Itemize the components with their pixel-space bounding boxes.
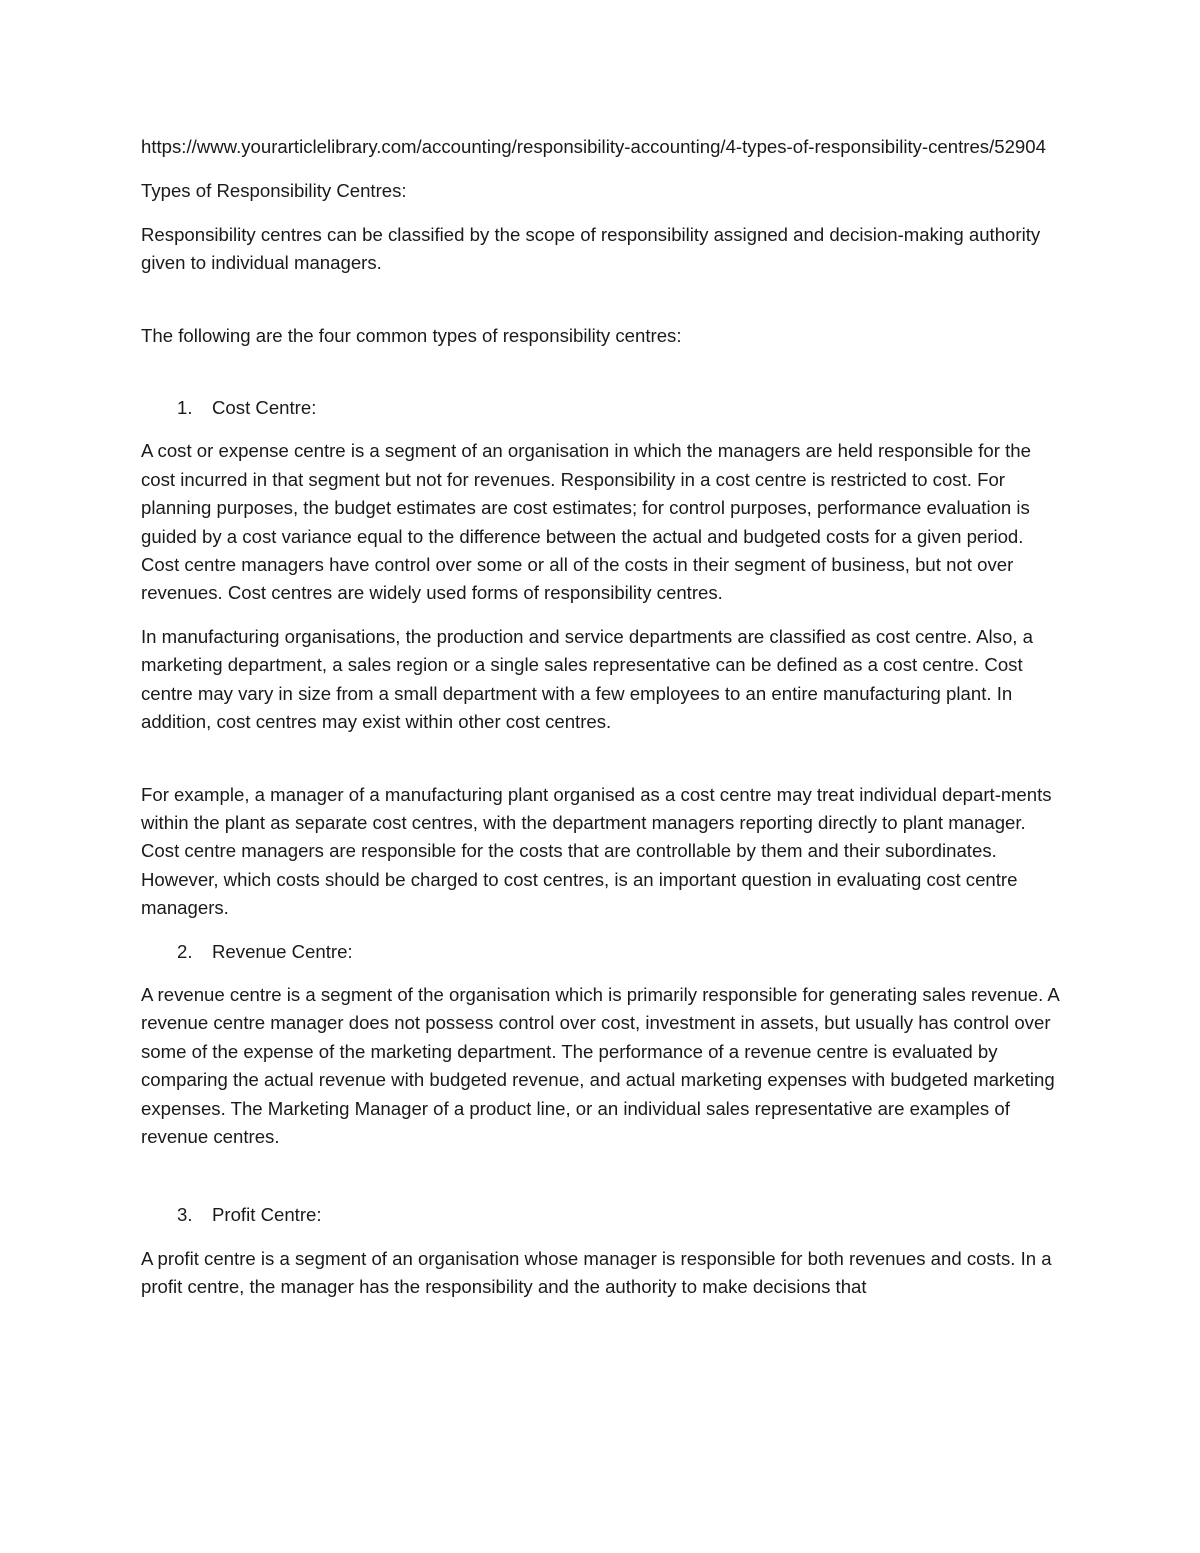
- section-title: Profit Centre:: [212, 1204, 322, 1226]
- intro-paragraph: Responsibility centres can be classified by the scope of responsibility assigned and decision-making authority given to individual managers.: [141, 223, 1041, 274]
- paragraph: A profit centre is a segment of an organisation whose manager is responsible for both revenues and costs. In a profit centre, the manager has the responsibility and the authority to make decisions that: [141, 1247, 1052, 1298]
- section-heading-cost-centre: [141, 394, 1066, 422]
- list-number: 2.: [177, 940, 193, 962]
- section-heading-profit-centre: [141, 1201, 1066, 1229]
- list-number: 1.: [177, 397, 193, 419]
- paragraph: A cost or expense centre is a segment of an organisation in which the managers are held responsible for the cost incurred in that segment but not for revenues. Responsibility in a cost centre is restricted to cost. For planning purposes, the budget estimates are cost estimates; for control purposes, performance evaluation is guided by a cost variance equal to the difference between the actual and budgeted costs for a given period. Cost centre managers have control over some or all of the costs in their segment of business, but not over revenues. Cost centres are widely used forms of responsibility centres.: [141, 440, 1031, 604]
- lead-paragraph: The following are the four common types of responsibility centres:: [141, 324, 682, 346]
- paragraph: A revenue centre is a segment of the organisation which is primarily responsible for generating sales revenue. A revenue centre manager does not possess control over cost, investment in assets, but usually has control over some of the expense of the marketing department. The performance of a revenue centre is evaluated by comparing the actual revenue with budgeted revenue, and actual marketing expenses with budgeted marketing expenses. The Marketing Manager of a product line, or an individual sales representative are examples of revenue centres.: [141, 983, 1059, 1147]
- source-url: https://www.yourarticlelibrary.com/accounting/responsibility-accounting/4-types-of-responsibility-centres/52904: [141, 136, 1046, 157]
- section-title: Cost Centre:: [212, 397, 317, 419]
- document-heading: Types of Responsibility Centres:: [141, 180, 407, 202]
- section-heading-revenue-centre: [141, 938, 1066, 966]
- document-body: [141, 133, 1066, 1317]
- list-number: 3.: [177, 1204, 193, 1226]
- paragraph: In manufacturing organisations, the production and service departments are classified as cost centre. Also, a marketing department, a sales region or a single sales representative can be defined as a cost centre. Cost centre may vary in size from a small department with a few employees to an entire manufacturing plant. In addition, cost centres may exist within other cost centres.: [141, 625, 1033, 733]
- section-title: Revenue Centre:: [212, 940, 353, 962]
- paragraph: For example, a manager of a manufacturing plant organised as a cost centre may treat individual depart-ments within the plant as separate cost centres, with the department managers reporting directly to plant manager. Cost centre managers are responsible for the costs that are controllable by them and their subordinates. However, which costs should be charged to cost centres, is an important question in evaluating cost centre managers.: [141, 783, 1052, 919]
